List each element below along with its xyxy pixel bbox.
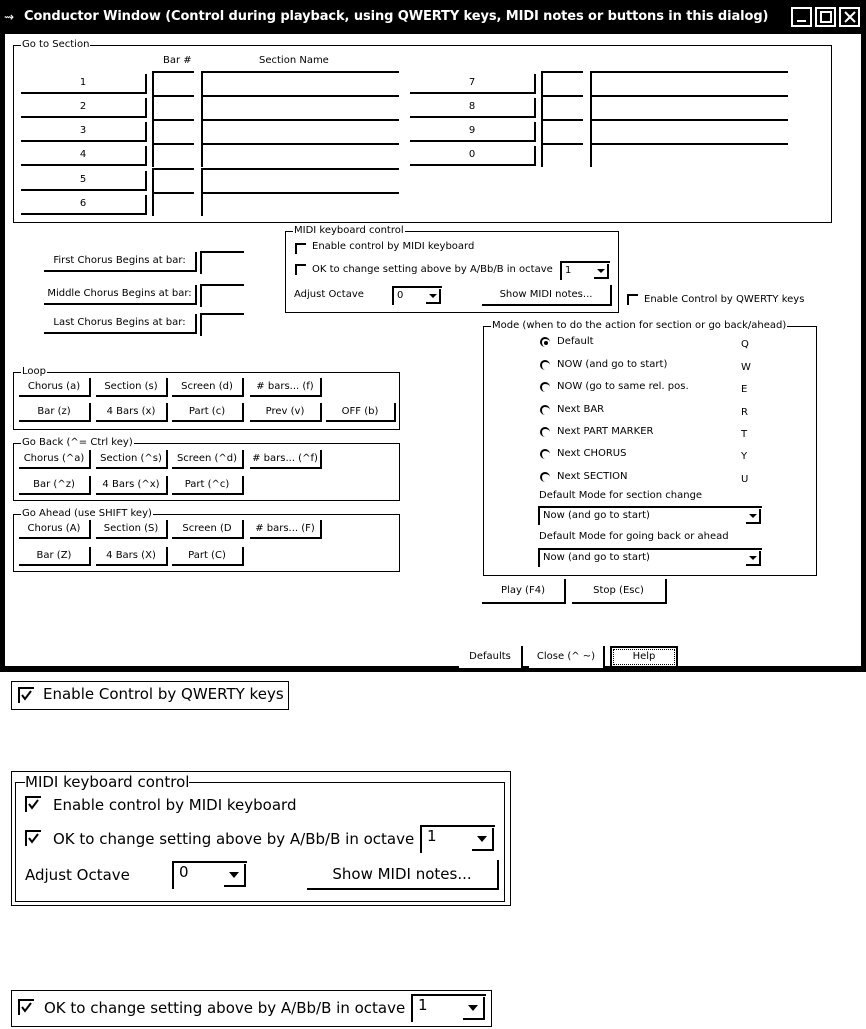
octave-dropdown[interactable] xyxy=(560,261,610,280)
zoom-adjust-octave-value: 0 xyxy=(179,863,189,881)
loop-button[interactable]: # bars... (f) xyxy=(250,378,322,397)
go_back-button[interactable]: # bars... (^f) xyxy=(250,450,322,469)
section-bar-field[interactable] xyxy=(541,119,583,143)
zoom-adjust-octave-label: Adjust Octave xyxy=(25,866,130,884)
loop-button[interactable]: OFF (b) xyxy=(326,403,396,422)
mode-radio[interactable] xyxy=(540,382,550,392)
loop-button[interactable]: Prev (v) xyxy=(250,403,322,422)
go_ahead-button[interactable]: # bars... (F) xyxy=(250,520,322,539)
section-name-field[interactable] xyxy=(201,143,399,167)
mode-radio[interactable] xyxy=(540,472,550,482)
section-bar-field[interactable] xyxy=(541,71,583,95)
loop-button[interactable]: Section (s) xyxy=(96,378,168,397)
adjust-octave-value: 0 xyxy=(397,290,404,301)
close-button[interactable]: Close (^ ~) xyxy=(529,646,605,668)
go_back-button[interactable]: 4 Bars (^x) xyxy=(96,476,168,495)
go_ahead-button[interactable]: Section (S) xyxy=(96,520,168,539)
ok-change-checkbox[interactable] xyxy=(295,264,306,275)
loop-button[interactable]: Chorus (a) xyxy=(19,378,91,397)
enable-midi-label: Enable control by MIDI keyboard xyxy=(312,241,475,252)
go_ahead-button[interactable]: 4 Bars (X) xyxy=(96,547,168,566)
go-ahead-label: Go Ahead (use SHIFT key) xyxy=(22,508,152,519)
go_ahead-button[interactable]: Screen (D xyxy=(172,520,244,539)
mode-option-label: Next PART MARKER xyxy=(557,426,654,437)
section-bar-field[interactable] xyxy=(152,95,194,119)
help-label: Help xyxy=(613,649,675,665)
mode-radio[interactable] xyxy=(540,337,550,347)
adjust-octave-label: Adjust Octave xyxy=(294,289,364,300)
show-midi-notes-button[interactable]: Show MIDI notes... xyxy=(482,285,612,306)
mode-option-label: Next BAR xyxy=(557,404,605,415)
go_back-button[interactable]: Part (^c) xyxy=(172,476,244,495)
mode-option-key: U xyxy=(741,474,749,485)
section-bar-field[interactable] xyxy=(152,119,194,143)
window-title: Conductor Window (Control during playback, using QWERTY keys, MIDI notes or buttons in this dialog) xyxy=(24,9,769,24)
help-button[interactable] xyxy=(610,646,678,668)
dropdown-arrow-icon[interactable] xyxy=(746,551,761,566)
section-bar-field[interactable] xyxy=(152,143,194,167)
midi-group-label: MIDI keyboard control xyxy=(294,225,404,236)
maximize-button[interactable] xyxy=(815,7,836,27)
zoom-ok-change-panel xyxy=(11,990,492,1027)
zoom-midi-panel xyxy=(11,771,511,906)
zoom-qwerty-checkbox[interactable] xyxy=(18,687,34,703)
section-name-field[interactable] xyxy=(201,95,399,119)
section-name-field[interactable] xyxy=(590,95,788,119)
zoom-octave-value: 1 xyxy=(427,827,437,845)
mode-radio[interactable] xyxy=(540,427,550,437)
go_ahead-button[interactable]: Part (C) xyxy=(172,547,244,566)
dropdown-arrow-icon[interactable] xyxy=(746,509,761,524)
mode-option-key: W xyxy=(741,362,751,373)
enable-qwerty-label: Enable Control by QWERTY keys xyxy=(644,294,805,305)
check-icon xyxy=(20,1001,33,1014)
zoom-octave-dropdown[interactable] xyxy=(420,825,495,853)
go-to-section-label: Go to Section xyxy=(22,39,90,50)
zoom-ok-change-checkbox[interactable] xyxy=(25,830,41,846)
zoom-midi-group-label: MIDI keyboard control xyxy=(25,773,190,791)
zoom3-ok-change-label: OK to change setting above by A/Bb/B in octave xyxy=(44,999,406,1017)
dropdown-arrow-icon[interactable] xyxy=(463,997,485,1020)
default-back-mode-value: Now (and go to start) xyxy=(543,552,650,563)
close-icon xyxy=(844,11,856,23)
app-icon: ⇝ xyxy=(4,10,15,24)
mode-option-label: Default xyxy=(557,336,594,347)
go_back-button[interactable]: Screen (^d) xyxy=(172,450,244,469)
zoom-qwerty-label: Enable Control by QWERTY keys xyxy=(43,685,284,703)
section-bar-field[interactable] xyxy=(541,95,583,119)
section-button-3[interactable]: 3 xyxy=(21,122,147,142)
first-chorus-bar-field[interactable] xyxy=(200,251,244,274)
section-bar-field[interactable] xyxy=(152,168,194,192)
default-back-mode-dropdown[interactable] xyxy=(538,548,762,567)
go_back-button[interactable]: Chorus (^a) xyxy=(19,450,91,469)
zoom3-octave-dropdown[interactable] xyxy=(411,994,486,1022)
last-chorus-bar-field[interactable] xyxy=(200,313,244,336)
ok-change-label: OK to change setting above by A/Bb/B in octave xyxy=(312,264,553,275)
mode-option-key: E xyxy=(741,384,748,395)
loop-label: Loop xyxy=(22,366,46,377)
minimize-button[interactable] xyxy=(791,7,812,27)
default-section-mode-value: Now (and go to start) xyxy=(543,510,650,521)
dropdown-arrow-icon[interactable] xyxy=(224,864,246,887)
mode-radio[interactable] xyxy=(540,449,550,459)
middle-chorus-button[interactable]: Middle Chorus Begins at bar: xyxy=(44,285,197,305)
enable-midi-checkbox[interactable] xyxy=(295,243,306,254)
section-button-8[interactable]: 8 xyxy=(410,98,536,118)
first-chorus-button[interactable]: First Chorus Begins at bar: xyxy=(44,252,197,272)
default-section-mode-label: Default Mode for section change xyxy=(539,490,703,501)
mode-radio[interactable] xyxy=(540,405,550,415)
close-window-button[interactable] xyxy=(839,7,860,27)
octave-value: 1 xyxy=(565,265,572,276)
section-button-4[interactable]: 4 xyxy=(21,146,147,166)
play-button[interactable]: Play (F4) xyxy=(482,579,566,604)
section-button-7[interactable]: 7 xyxy=(410,74,536,94)
adjust-octave-dropdown[interactable] xyxy=(392,286,442,305)
go_ahead-button[interactable]: Bar (Z) xyxy=(19,547,91,566)
zoom-adjust-octave-dropdown[interactable] xyxy=(172,861,247,889)
enable-qwerty-checkbox[interactable] xyxy=(627,294,638,305)
zoom-enable-midi-checkbox[interactable] xyxy=(25,796,41,812)
mode-option-key: R xyxy=(741,407,748,418)
go_back-button[interactable]: Bar (^z) xyxy=(19,476,91,495)
section-button-9[interactable]: 9 xyxy=(410,122,536,142)
section-name-field[interactable] xyxy=(590,119,788,143)
section-button-1[interactable]: 1 xyxy=(21,74,147,94)
section-name-field[interactable] xyxy=(201,192,399,216)
section-button-2[interactable]: 2 xyxy=(21,98,147,118)
mode-option-key: Y xyxy=(741,451,748,462)
stop-button[interactable]: Stop (Esc) xyxy=(572,579,667,604)
section-name-header: Section Name xyxy=(259,55,329,66)
mode-option-key: T xyxy=(741,429,748,440)
dropdown-arrow-icon[interactable] xyxy=(594,264,609,279)
mode-option-label: Next SECTION xyxy=(557,471,628,482)
mode-radio[interactable] xyxy=(540,360,550,370)
title-bar[interactable] xyxy=(0,0,866,34)
defaults-button[interactable]: Defaults xyxy=(459,646,523,668)
zoom3-ok-change-checkbox[interactable] xyxy=(18,999,34,1015)
dropdown-arrow-icon[interactable] xyxy=(426,289,441,304)
go_back-button[interactable]: Section (^s) xyxy=(96,450,168,469)
loop-button[interactable]: 4 Bars (x) xyxy=(96,403,168,422)
mode-label: Mode (when to do the action for section or go back/ahead) xyxy=(492,320,787,331)
go-back-label: Go Back (^= Ctrl key) xyxy=(22,437,133,448)
mode-option-label: Next CHORUS xyxy=(557,448,627,459)
bar-number-header: Bar # xyxy=(163,55,192,66)
mode-option-key: Q xyxy=(741,339,749,350)
zoom-enable-midi-label: Enable control by MIDI keyboard xyxy=(53,796,297,814)
section-name-field[interactable] xyxy=(201,71,399,95)
default-back-mode-label: Default Mode for going back or ahead xyxy=(539,531,729,542)
loop-button[interactable]: Bar (z) xyxy=(19,403,91,422)
dialog-client-area xyxy=(5,34,861,666)
section-name-field[interactable] xyxy=(201,168,399,192)
section-name-field[interactable] xyxy=(590,71,788,95)
section-button-0[interactable]: 0 xyxy=(410,146,536,166)
default-section-mode-dropdown[interactable] xyxy=(538,506,762,525)
check-icon xyxy=(27,832,40,845)
section-name-field[interactable] xyxy=(590,143,788,167)
check-icon xyxy=(20,689,33,702)
go_ahead-button[interactable]: Chorus (A) xyxy=(19,520,91,539)
zoom-show-midi-notes-button[interactable]: Show MIDI notes... xyxy=(307,860,499,890)
section-bar-field[interactable] xyxy=(541,143,583,167)
last-chorus-button[interactable]: Last Chorus Begins at bar: xyxy=(44,314,197,334)
loop-button[interactable]: Part (c) xyxy=(172,403,244,422)
section-bar-field[interactable] xyxy=(152,71,194,95)
mode-option-label: NOW (go to same rel. pos. xyxy=(557,381,689,392)
section-bar-field[interactable] xyxy=(152,192,194,216)
middle-chorus-bar-field[interactable] xyxy=(200,284,244,307)
section-name-field[interactable] xyxy=(201,119,399,143)
maximize-icon xyxy=(820,11,832,23)
zoom-qwerty-panel xyxy=(11,681,289,710)
zoom-ok-change-label: OK to change setting above by A/Bb/B in octave xyxy=(53,830,415,848)
minimize-icon xyxy=(796,11,808,23)
loop-button[interactable]: Screen (d) xyxy=(172,378,244,397)
section-button-5[interactable]: 5 xyxy=(21,171,147,191)
mode-option-label: NOW (and go to start) xyxy=(557,359,668,370)
dropdown-arrow-icon[interactable] xyxy=(472,828,494,851)
check-icon xyxy=(27,798,40,811)
section-button-6[interactable]: 6 xyxy=(21,195,147,215)
zoom3-octave-value: 1 xyxy=(418,996,428,1014)
